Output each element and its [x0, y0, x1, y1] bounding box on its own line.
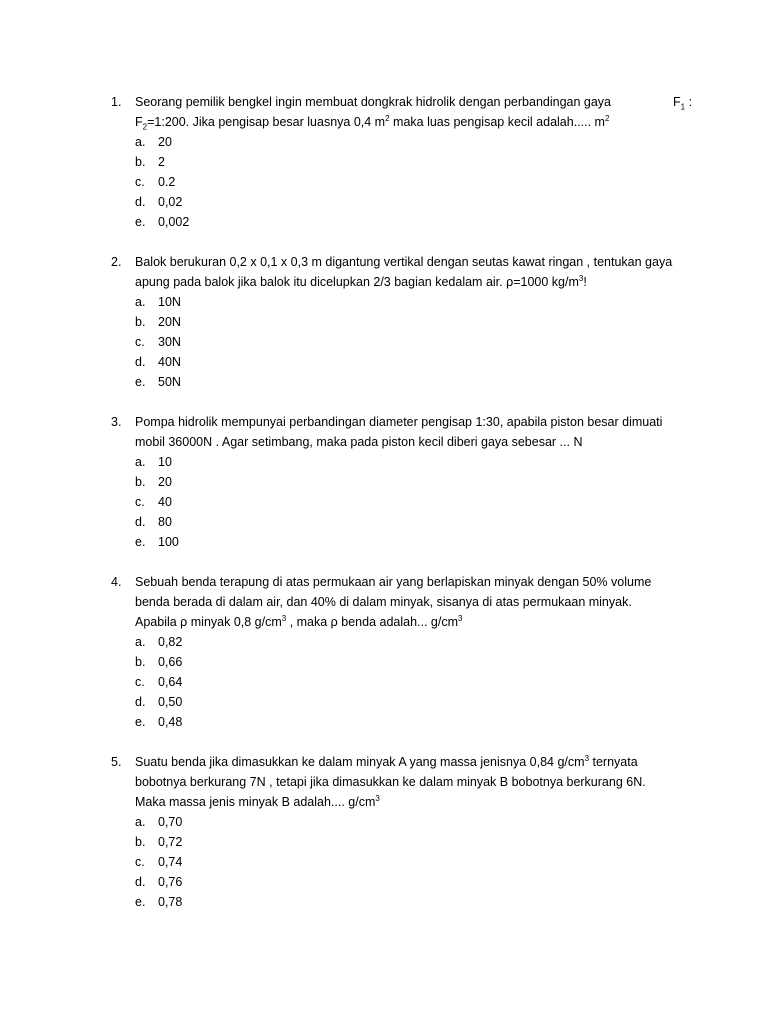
option-value: 10N — [158, 295, 181, 309]
option-value: 2 — [158, 155, 165, 169]
option-letter: d. — [135, 195, 146, 209]
question-text-line: Suatu benda jika dimasukkan ke dalam minyak A yang massa jenisnya 0,84 $g/cm^3$ ternyata — [135, 753, 638, 769]
option-value: 30N — [158, 335, 181, 349]
option-letter: a. — [135, 455, 146, 469]
option-letter: b. — [135, 835, 146, 849]
option-value: 0.2 — [158, 175, 176, 189]
option-value: 10 — [158, 455, 172, 469]
option-value: 20 — [158, 135, 172, 149]
option-letter: b. — [135, 655, 146, 669]
question-text-line: bobotnya berkurang 7N , tetapi jika dimasukkan ke dalam minyak B bobotnya berkurang 6N. — [135, 775, 646, 789]
option-letter: c. — [135, 855, 145, 869]
question-number: 4. — [111, 575, 122, 589]
option-value: 50N — [158, 375, 181, 389]
option-value: 0,72 — [158, 835, 183, 849]
option-letter: a. — [135, 635, 146, 649]
option-letter: d. — [135, 515, 146, 529]
option-letter: c. — [135, 675, 145, 689]
option-letter: a. — [135, 135, 146, 149]
question-number: 2. — [111, 255, 122, 269]
option-value: 0,48 — [158, 715, 183, 729]
question-text-line: $F_2=1:200$. Jika pengisap besar luasnya 0,4 $m^2$ maka luas pengisap kecil adalah..... $m^2$ — [135, 113, 610, 132]
option-value: 100 — [158, 535, 179, 549]
question-text-line: apung pada balok jika balok itu dicelupkan 2/3 bagian kedalam air. ρ=1000 $kg/m^3$! — [135, 273, 587, 289]
option-value: 20N — [158, 315, 181, 329]
option-value: 0,66 — [158, 655, 183, 669]
question-text-line: Pompa hidrolik mempunyai perbandingan diameter pengisap 1:30, apabila piston besar dimuati — [135, 415, 663, 429]
option-value: 40 — [158, 495, 172, 509]
option-letter: e. — [135, 895, 146, 909]
option-value: 0,50 — [158, 695, 183, 709]
option-value: 0,70 — [158, 815, 183, 829]
option-value: 0,64 — [158, 675, 183, 689]
option-value: 0,74 — [158, 855, 183, 869]
option-value: 20 — [158, 475, 172, 489]
question-text-line: mobil 36000N . Agar setimbang, maka pada piston kecil diberi gaya sebesar ... N — [135, 435, 583, 449]
option-letter: e. — [135, 215, 146, 229]
option-letter: b. — [135, 315, 146, 329]
question-text-line: Apabila ρ minyak 0,8 $g/cm^3$ , maka ρ benda adalah... $g/cm^3$ — [135, 613, 463, 629]
option-value: 80 — [158, 515, 172, 529]
option-letter: a. — [135, 815, 146, 829]
option-letter: c. — [135, 495, 145, 509]
option-value: 0,002 — [158, 215, 190, 229]
option-value: 0,02 — [158, 195, 183, 209]
question-text-line: Seorang pemilik bengkel ingin membuat dongkrak hidrolik dengan perbandingan gaya $F_1$ : — [135, 95, 693, 112]
option-letter: e. — [135, 535, 146, 549]
option-letter: b. — [135, 475, 146, 489]
option-letter: d. — [135, 355, 146, 369]
option-letter: c. — [135, 335, 145, 349]
option-letter: c. — [135, 175, 145, 189]
option-letter: d. — [135, 875, 146, 889]
option-letter: e. — [135, 715, 146, 729]
option-letter: a. — [135, 295, 146, 309]
question-number: 5. — [111, 755, 122, 769]
option-value: 0,78 — [158, 895, 183, 909]
option-letter: d. — [135, 695, 146, 709]
option-value: 40N — [158, 355, 181, 369]
option-letter: e. — [135, 375, 146, 389]
question-text-line: Balok berukuran 0,2 x 0,1 x 0,3 m digantung vertikal dengan seutas kawat ringan , tentukan gaya — [135, 255, 673, 269]
question-number: 3. — [111, 415, 122, 429]
question-text-line: Sebuah benda terapung di atas permukaan air yang berlapiskan minyak dengan 50% volume — [135, 575, 652, 589]
question-text-line: Maka massa jenis minyak B adalah.... $g/cm^3$ — [135, 793, 380, 809]
option-value: 0,82 — [158, 635, 183, 649]
option-value: 0,76 — [158, 875, 183, 889]
question-number: 1. — [111, 95, 122, 109]
question-text-line: benda berada di dalam air, dan 40% di dalam minyak, sisanya di atas permukaan minyak. — [135, 595, 632, 609]
option-letter: b. — [135, 155, 146, 169]
